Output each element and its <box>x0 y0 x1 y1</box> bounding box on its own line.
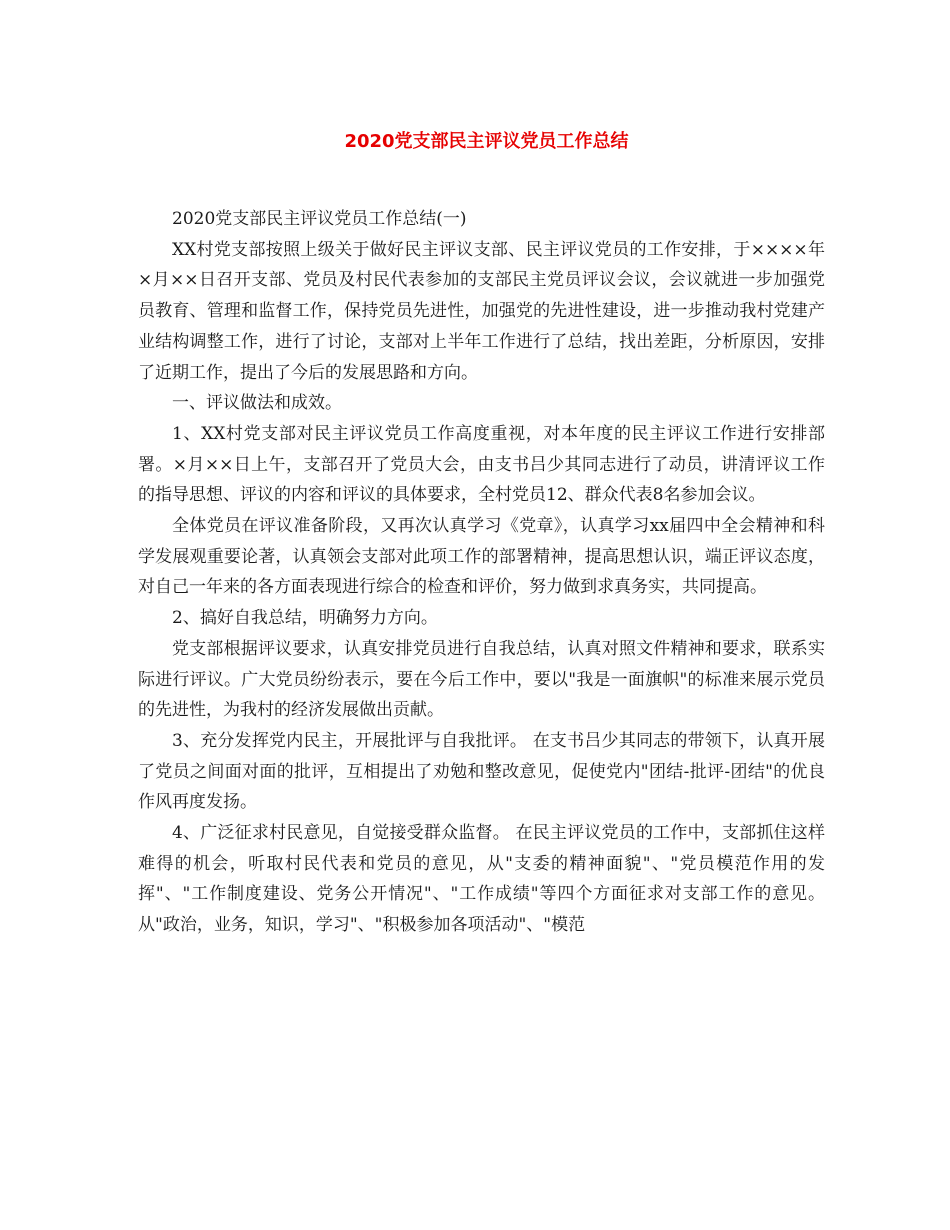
body-paragraph: XX村党支部按照上级关于做好民主评议支部、民主评议党员的工作安排，于××××年×月××日召开支部、党员及村民代表参加的支部民主党员评议会议，会议就进一步加强党员教育、管理和监督工作，保持党员先进性，加强党的先进性建设，进一步推动我村党建产业结构调整工作，进行了讨论，支部对上半年工作进行了总结，找出差距，分析原因，安排了近期工作，提出了今后的发展思路和方向。 <box>138 239 825 383</box>
document-title: 2020党支部民主评议党员工作总结 <box>344 131 629 152</box>
body-paragraph: 4、广泛征求村民意见，自觉接受群众监督。 在民主评议党员的工作中，支部抓住这样难得的机会，听取村民代表和党员的意见，从"支委的精神面貌"、"党员模范作用的发挥"、"工作制度建设、党务公开情况"、"工作成绩"等四个方面征求对支部工作的意见。从"政治，业务，知识，学习"、"积极参加各项活动"、"模范 <box>138 823 825 936</box>
body-paragraph: 3、充分发挥党内民主，开展批评与自我批评。 在支书吕少其同志的带领下，认真开展了党员之间面对面的批评，互相提出了劝勉和整改意见，促使党内"团结-批评-团结"的优良作风再度发扬。 <box>138 730 825 813</box>
document-body <box>138 204 825 941</box>
body-paragraph: 全体党员在评议准备阶段，又再次认真学习《党章》，认真学习xx届四中全会精神和科学发展观重要论著，认真领会支部对此项工作的部署精神，提高思想认识，端正评议态度，对自己一年来的各方面表现进行综合的检查和评价，努力做到求真务实，共同提高。 <box>138 516 825 598</box>
body-paragraph: 党支部根据评议要求，认真安排党员进行自我总结，认真对照文件精神和要求，联系实际进行评议。广大党员纷纷表示，要在今后工作中，要以"我是一面旗帜"的标准来展示党员的先进性，为我村的经济发展做出贡献。 <box>138 638 825 721</box>
body-paragraph: 1、XX村党支部对民主评议党员工作高度重视，对本年度的民主评议工作进行安排部署。×月××日上午，支部召开了党员大会，由支书吕少其同志进行了动员，讲清评议工作的指导思想、评议的内容和评议的具体要求，全村党员12、群众代表8名参加会议。 <box>138 423 825 506</box>
section-heading: 2020党支部民主评议党员工作总结(一) <box>172 209 467 229</box>
section-heading: 2、搞好自我总结，明确努力方向。 <box>172 608 438 629</box>
section-heading: 一、评议做法和成效。 <box>172 393 342 414</box>
